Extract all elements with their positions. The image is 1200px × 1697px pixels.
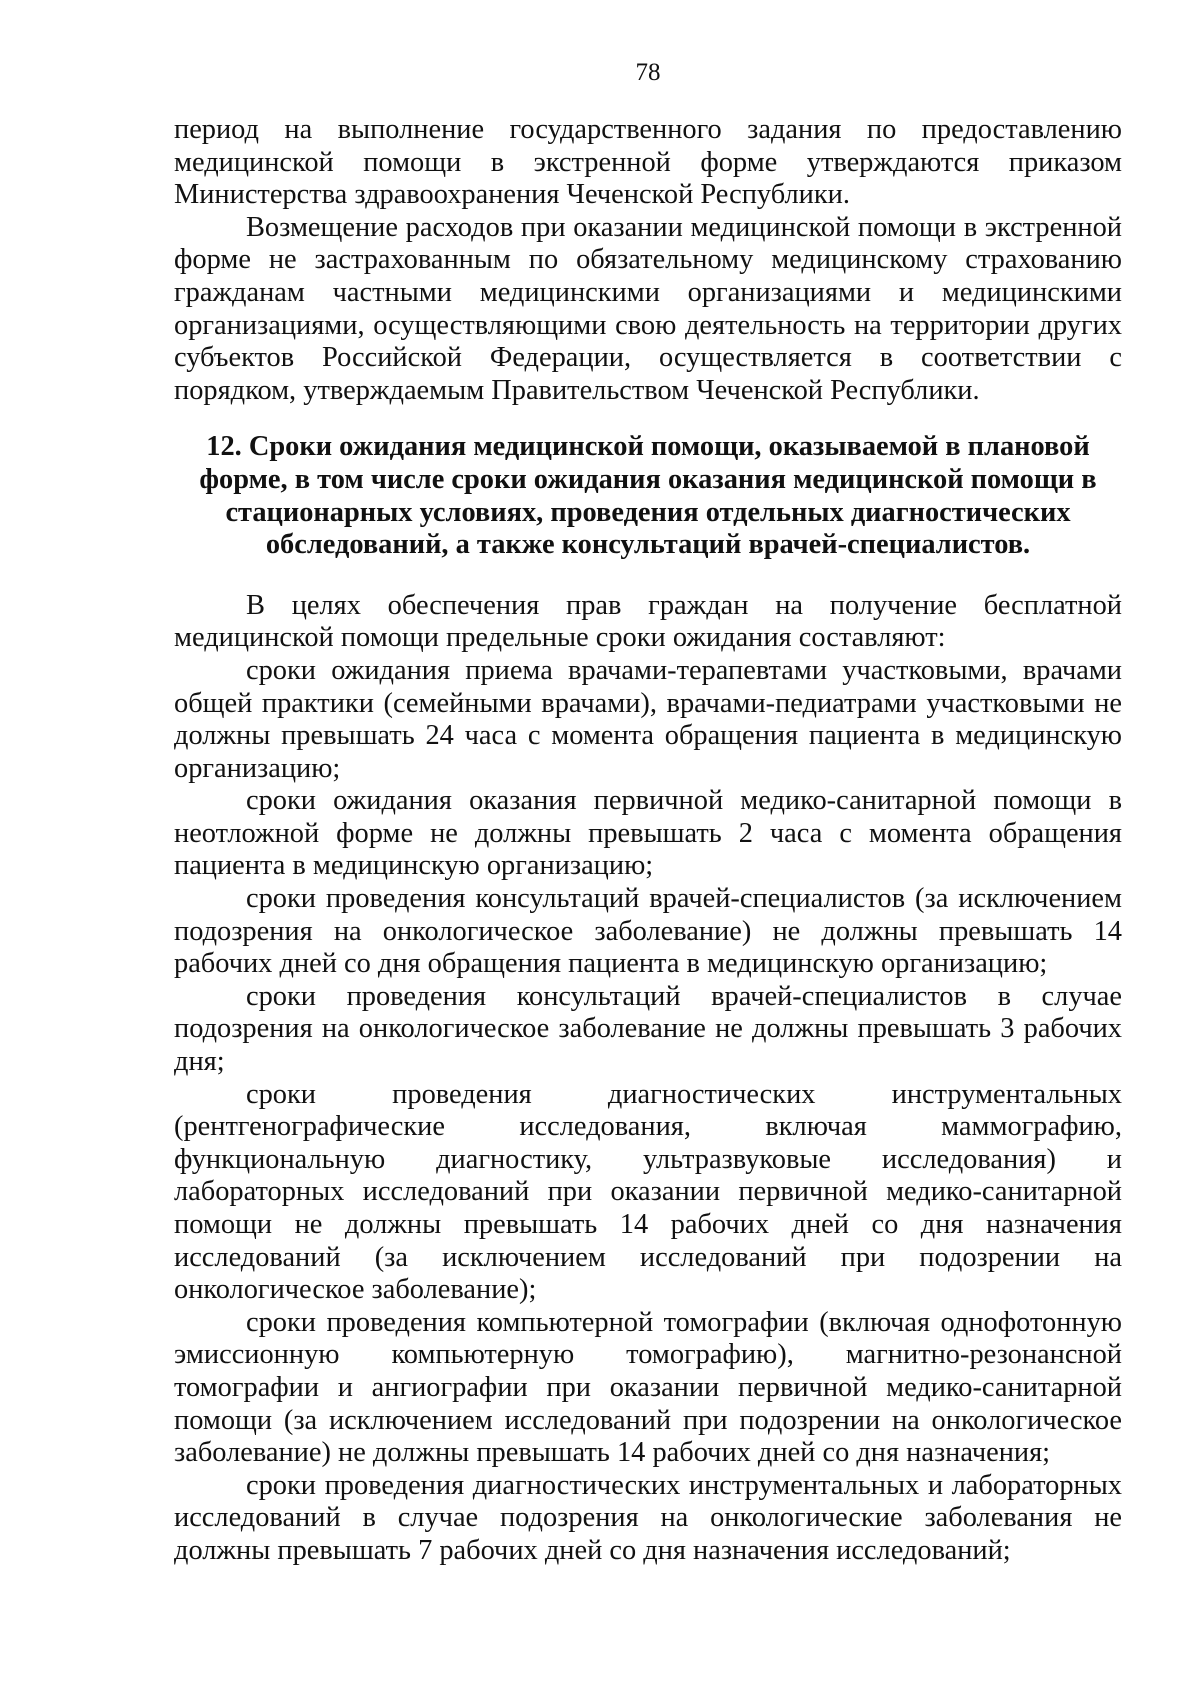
paragraph: В целях обеспечения прав граждан на получение бесплатной медицинской помощи предельные сроки ожидания составляют: [174,589,1122,654]
list-item: сроки проведения консультаций врачей-специалистов в случае подозрения на онкологическое заболевание не должны превышать 3 рабочих дня; [174,980,1122,1078]
list-item: сроки проведения консультаций врачей-специалистов (за исключением подозрения на онкологическое заболевание) не должны превышать 14 рабочих дней со дня обращения пациента в медицинскую организацию; [174,883,1122,980]
section-heading: 12. Сроки ожидания медицинской помощи, оказываемой в плановой форме, в том числе сроки ожидания оказания медицинской помощи в стационарных условиях, проведения отдельных диагностических обследований, а также консультаций врачей-специалистов. [199,431,1097,561]
document-body [174,114,1122,1568]
list-item: сроки проведения компьютерной томографии (включая однофотонную эмиссионную компьютерную томографию), магнитно-резонансной томографии и ангиографии при оказании первичной медико-санитарной помощи (за исключением исследований при подозрении на онкологическое заболевание) не должны превышать 14 рабочих дней со дня назначения; [174,1306,1122,1469]
list-item: сроки ожидания приема врачами-терапевтами участковыми, врачами общей практики (семейными врачами), врачами-педиатрами участковыми не должны превышать 24 часа с момента обращения пациента в медицинскую организацию; [174,654,1122,784]
list-item: сроки проведения диагностических инструментальных (рентгенографические исследования, включая маммографию, функциональную диагностику, ультразвуковые исследования) и лабораторных исследований при оказании первичной медико-санитарной помощи не должны превышать 14 рабочих дней со дня назначения исследований (за исключением исследований при подозрении на онкологическое заболевание); [174,1078,1122,1306]
list-item: сроки ожидания оказания первичной медико-санитарной помощи в неотложной форме не должны превышать 2 часа с момента обращения пациента в медицинскую организацию; [174,785,1122,882]
page-number: 78 [635,59,661,86]
paragraph: Возмещение расходов при оказании медицинской помощи в экстренной форме не застрахованным по обязательному медицинскому страхованию гражданам частными медицинскими организациями и медицинскими организациями, осуществляющими свою деятельность на территории других субъектов Российской Федерации, осуществляется в соответствии с порядком, утверждаемым Правительством Чеченской Республики. [174,211,1122,406]
paragraph: период на выполнение государственного задания по предоставлению медицинской помощи в экстренной форме утверждаются приказом Министерства здравоохранения Чеченской Республики. [174,114,1122,211]
list-item: сроки проведения диагностических инструментальных и лабораторных исследований в случае подозрения на онкологические заболевания не должны превышать 7 рабочих дней со дня назначения исследований; [174,1469,1122,1566]
